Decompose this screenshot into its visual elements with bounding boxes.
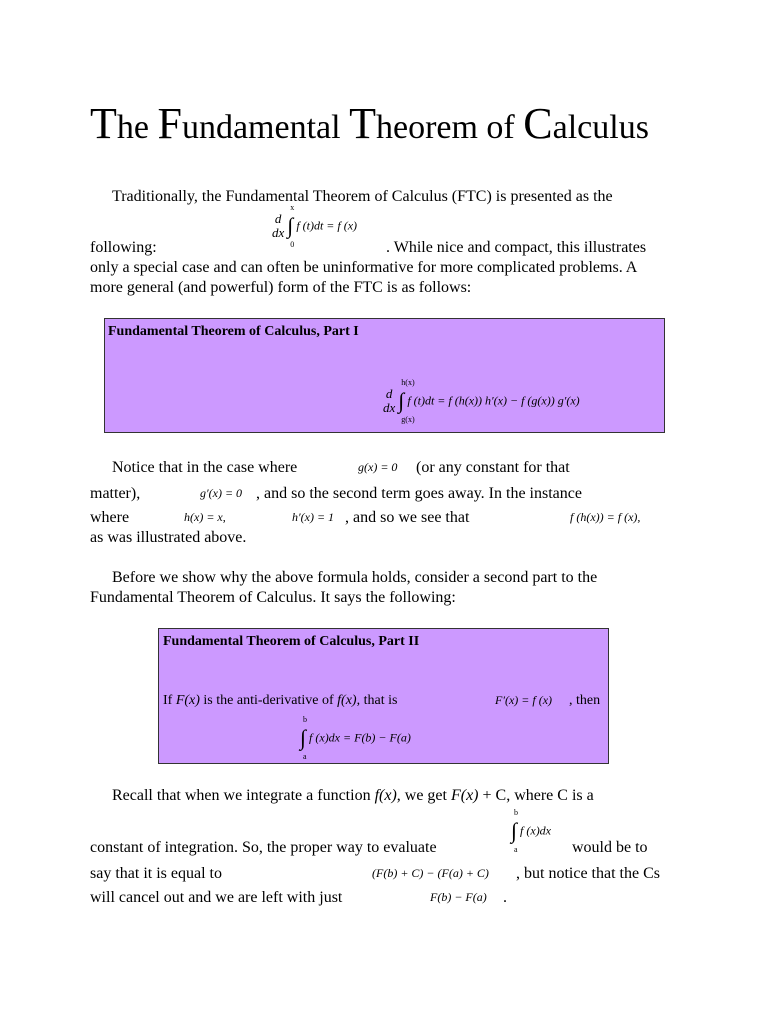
intro-line-4: more general (and powerful) form of the FTC is as follows: <box>90 279 472 296</box>
intro-line-1: Traditionally, the Fundamental Theorem of Calculus (FTC) is presented as the <box>112 188 613 205</box>
intro-line-2-tail: . While nice and compact, this illustrates <box>386 239 647 256</box>
ftc-part2-box <box>158 628 609 764</box>
notice-line-2a: matter), <box>90 485 141 502</box>
ftc-part2-statement: If F(x) is the anti-derivative of f(x), that is <box>163 693 398 708</box>
ftc-part1-box <box>104 318 665 433</box>
intro-line-2-lead: following: <box>90 239 157 256</box>
notice-line-2b: , and so the second term goes away. In the instance <box>256 485 582 502</box>
integral-sign: ∫ b a <box>300 715 307 761</box>
integral-sign: ∫ h(x) g(x) <box>398 378 415 424</box>
recall-line-1: Recall that when we integrate a function f(x), we get F(x) + C, where C is a <box>112 787 594 804</box>
integral-sign: ∫ x 0 <box>287 203 295 249</box>
page-title: The Fundamental Theorem of Calculus <box>90 99 649 148</box>
notice-math-g0: g(x) = 0 <box>358 460 398 474</box>
notice-line-1b: (or any constant for that <box>416 459 570 476</box>
intro-line-3: only a special case and can often be uninformative for more complicated problems. A <box>90 259 638 276</box>
before-line-2: Fundamental Theorem of Calculus. It says the following: <box>90 589 456 606</box>
recall-line-2b: would be to <box>572 839 648 856</box>
notice-math-hprime: h′(x) = 1 <box>292 510 335 524</box>
recall-line-3b: , but notice that the Cs <box>516 865 660 882</box>
notice-line-3b: , and so we see that <box>345 509 470 526</box>
recall-math-fbc: (F(b) + C) − (F(a) + C) <box>372 866 489 880</box>
recall-line-4a: will cancel out and we are left with just <box>90 889 343 906</box>
ftc-part2-then: , then <box>569 693 601 708</box>
ftc-part1-title: Fundamental Theorem of Calculus, Part I <box>108 324 359 339</box>
ftc-part2-eq2: ∫ b a f (x)dx = F(b) − F(a) <box>297 725 411 751</box>
ftc-part2-eq1: F′(x) = f (x) <box>495 693 553 707</box>
ftc-part2-title: Fundamental Theorem of Calculus, Part II <box>163 634 420 649</box>
before-line-1: Before we show why the above formula holds, consider a second part to the <box>112 569 598 586</box>
notice-math-hx: h(x) = x, <box>184 510 226 524</box>
recall-line-3a: say that it is equal to <box>90 865 222 882</box>
recall-line-4b: . <box>503 889 507 906</box>
recall-integral: ∫ b a f (x)dx <box>508 818 551 844</box>
ftc-part1-equation: d dx ∫ h(x) g(x) f (t)dt = f (h(x)) h′(x) − f (g(x)) g′(x) <box>383 378 580 424</box>
intro-equation: d dx ∫ x 0 f (t)dt = f (x) <box>272 203 358 249</box>
notice-line-4: as was illustrated above. <box>90 529 247 546</box>
notice-math-fhx: f (h(x)) = f (x), <box>570 510 641 524</box>
notice-line-1a: Notice that in the case where <box>112 459 298 476</box>
notice-line-3a: where <box>90 509 130 526</box>
integral-sign: ∫ b a <box>511 808 518 854</box>
recall-math-fbfa: F(b) − F(a) <box>430 890 487 904</box>
recall-line-2a: constant of integration. So, the proper way to evaluate <box>90 839 437 856</box>
notice-math-gprime0: g′(x) = 0 <box>200 486 243 500</box>
